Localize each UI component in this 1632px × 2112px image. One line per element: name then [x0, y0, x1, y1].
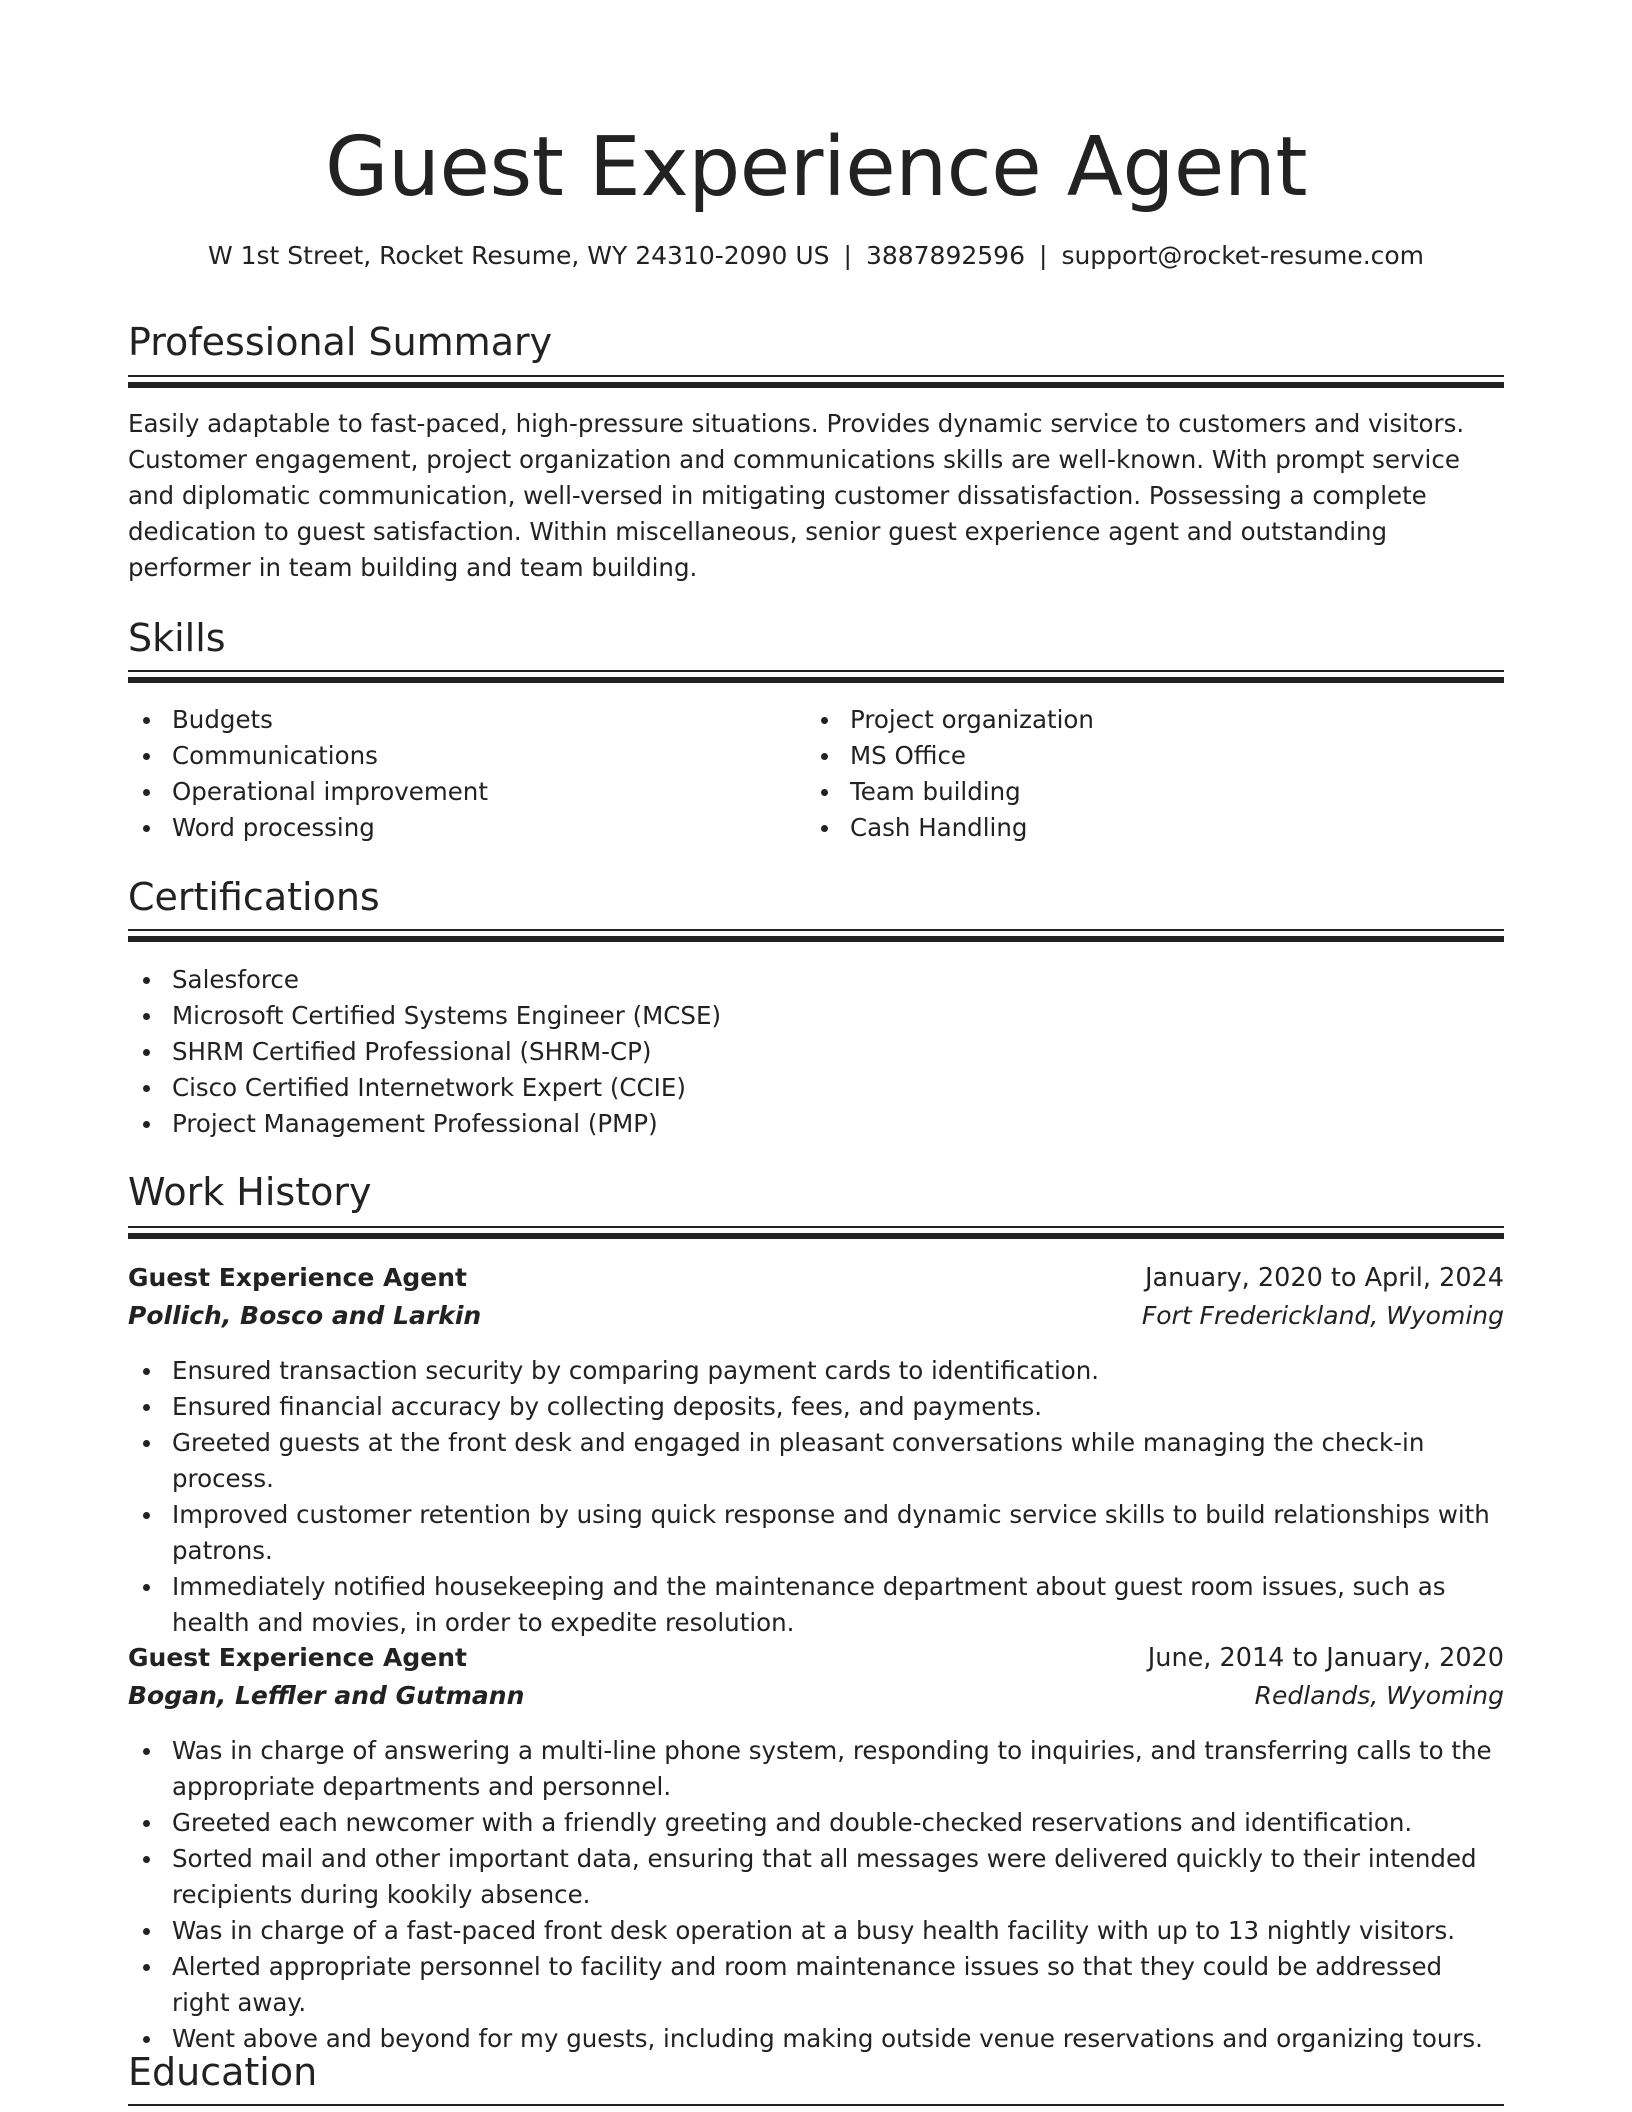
contact-separator: | — [843, 241, 852, 270]
job-bullet: Ensured financial accuracy by collecting deposits, fees, and payments. — [128, 1389, 1504, 1425]
bullet-icon — [143, 1928, 150, 1935]
job-location: Fort Frederickland, Wyoming — [1141, 1301, 1504, 1330]
bullet-icon — [821, 717, 828, 724]
section-title-skills: Skills — [128, 616, 226, 660]
contact-address: W 1st Street, Rocket Resume, WY 24310-2090 US — [207, 241, 830, 270]
section-title-work-history: Work History — [128, 1170, 372, 1214]
candidate-name: Guest Experience Agent — [325, 120, 1307, 215]
bullet-icon — [143, 825, 150, 832]
job-subheader — [128, 1677, 1504, 1715]
contact-line — [128, 238, 1504, 274]
job-bullet: Was in charge of answering a multi-line phone system, responding to inquiries, and transferring calls to the appropriate departments and personnel. — [128, 1733, 1504, 1805]
section-rule — [128, 2104, 1504, 2106]
bullet-icon — [143, 1013, 150, 1020]
job-bullet: Went above and beyond for my guests, including making outside venue reservations and organizing tours. — [128, 2021, 1504, 2057]
skill-item: Word processing — [128, 810, 788, 846]
bullet-icon — [143, 1085, 150, 1092]
job-bullet: Greeted each newcomer with a friendly greeting and double-checked reservations and identification. — [128, 1805, 1504, 1841]
job-title: Guest Experience Agent — [128, 1263, 467, 1292]
job-header — [128, 1259, 1504, 1297]
contact-email: support@rocket-resume.com — [1061, 241, 1425, 270]
job-bullet: Greeted guests at the front desk and engaged in pleasant conversations while managing the check-in process. — [128, 1425, 1504, 1497]
certification-item: Microsoft Certified Systems Engineer (MCSE) — [128, 998, 1504, 1034]
bullet-icon — [821, 825, 828, 832]
skill-item: Team building — [806, 774, 1466, 810]
skill-item: Operational improvement — [128, 774, 788, 810]
certification-item: SHRM Certified Professional (SHRM-CP) — [128, 1034, 1504, 1070]
skill-item: Project organization — [806, 702, 1466, 738]
contact-phone: 3887892596 — [865, 241, 1025, 270]
section-rule — [128, 670, 1504, 683]
job-dates: June, 2014 to January, 2020 — [1147, 1643, 1504, 1673]
certifications-list — [128, 962, 1504, 1142]
summary-text: Easily adaptable to fast-paced, high-pressure situations. Provides dynamic service to customers and visitors. Customer engagement, project organization and communications skills are well-known. With prompt service and diplomatic communication, well-versed in mitigating customer dissatisfaction. Possessing a complete dedication to guest satisfaction. Within miscellaneous, senior guest experience agent and outstanding performer in team building and team building. — [128, 409, 1465, 582]
certification-item: Project Management Professional (PMP) — [128, 1106, 1504, 1142]
bullet-icon — [821, 789, 828, 796]
bullet-icon — [143, 1748, 150, 1755]
certification-item: Cisco Certified Internetwork Expert (CCIE) — [128, 1070, 1504, 1106]
skill-item: Budgets — [128, 702, 788, 738]
job-bullet: Ensured transaction security by comparing payment cards to identification. — [128, 1353, 1504, 1389]
job-bullet: Alerted appropriate personnel to facility and room maintenance issues so that they could be addressed right away. — [128, 1949, 1504, 2021]
bullet-icon — [143, 977, 150, 984]
bullet-icon — [143, 1368, 150, 1375]
contact-separator: | — [1039, 241, 1048, 270]
skills-list-right — [806, 702, 1466, 846]
section-title-certifications: Certifications — [128, 875, 380, 919]
section-title-education: Education — [128, 2050, 318, 2094]
job-bullet: Immediately notified housekeeping and the maintenance department about guest room issues, such as health and movies, in order to expedite resolution. — [128, 1569, 1504, 1641]
job-bullet: Was in charge of a fast-paced front desk operation at a busy health facility with up to 13 nightly visitors. — [128, 1913, 1504, 1949]
bullet-icon — [143, 717, 150, 724]
certification-item: Salesforce — [128, 962, 1504, 998]
job-header — [128, 1639, 1504, 1677]
job-bullet: Sorted mail and other important data, ensuring that all messages were delivered quickly to their intended recipients during kookily absence. — [128, 1841, 1504, 1913]
skill-item: MS Office — [806, 738, 1466, 774]
skills-list-left — [128, 702, 788, 846]
bullet-icon — [143, 1512, 150, 1519]
bullet-icon — [143, 1440, 150, 1447]
job-bullets — [128, 1353, 1504, 1641]
job-company: Bogan, Leffler and Gutmann — [128, 1681, 525, 1710]
job-location: Redlands, Wyoming — [1254, 1681, 1504, 1710]
job-dates: January, 2020 to April, 2024 — [1145, 1263, 1504, 1293]
bullet-icon — [143, 1049, 150, 1056]
job-company: Pollich, Bosco and Larkin — [128, 1301, 482, 1330]
bullet-icon — [821, 753, 828, 760]
section-rule — [128, 1226, 1504, 1239]
skill-item: Communications — [128, 738, 788, 774]
bullet-icon — [143, 789, 150, 796]
bullet-icon — [143, 1820, 150, 1827]
job-bullets — [128, 1733, 1504, 2057]
job-bullet: Improved customer retention by using quick response and dynamic service skills to build relationships with patrons. — [128, 1497, 1504, 1569]
bullet-icon — [143, 1584, 150, 1591]
section-title-summary: Professional Summary — [128, 320, 553, 364]
bullet-icon — [143, 1856, 150, 1863]
bullet-icon — [143, 1964, 150, 1971]
job-title: Guest Experience Agent — [128, 1643, 467, 1672]
bullet-icon — [143, 753, 150, 760]
section-rule — [128, 375, 1504, 388]
bullet-icon — [143, 1404, 150, 1411]
job-subheader — [128, 1297, 1504, 1335]
bullet-icon — [143, 1121, 150, 1128]
bullet-icon — [143, 2036, 150, 2043]
section-rule — [128, 929, 1504, 942]
skill-item: Cash Handling — [806, 810, 1466, 846]
